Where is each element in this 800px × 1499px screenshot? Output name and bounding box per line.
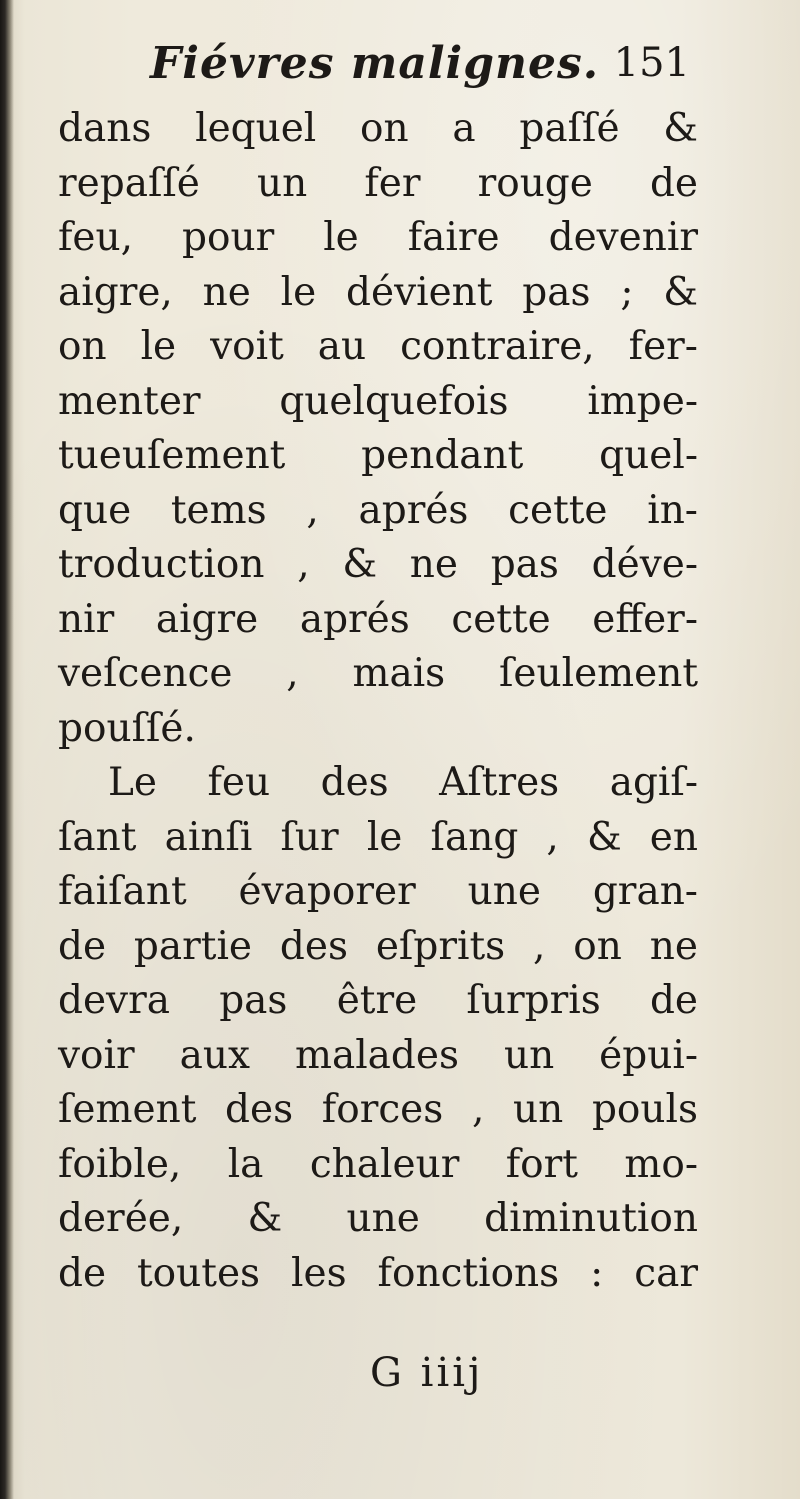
running-title: Fiévres malignes. (150, 38, 600, 89)
text-line: veſcence , mais ſeulement (58, 651, 698, 696)
text-line: on le voit au contraire, fer- (58, 324, 698, 369)
text-line: ſement des forces , un pouls (58, 1087, 698, 1132)
page-header (150, 38, 690, 102)
text-line: devra pas être ſurpris de (58, 978, 698, 1023)
text-line: tueuſement pendant quel- (58, 433, 698, 478)
text-line: de partie des eſprits , on ne (58, 923, 698, 969)
text-line: aigre, ne le dévient pas ; & (58, 269, 698, 315)
text-line: Le feu des Aſtres agiſ- (108, 760, 698, 805)
text-line: troduction , & ne pas déve- (58, 542, 698, 587)
text-line: derée, & une diminution (58, 1196, 698, 1241)
text-line: feu, pour le faire devenir (58, 215, 698, 260)
text-line: de toutes les fonctions : car (58, 1250, 698, 1296)
text-line: faiſant évaporer une gran- (58, 869, 698, 914)
text-line: menter quelquefois impe- (58, 378, 698, 424)
text-line: que tems , aprés cette in- (58, 487, 698, 533)
text-line: repaſſé un fer rouge de (58, 160, 698, 206)
page-number: 151 (613, 40, 690, 86)
text-line: voir aux malades un épui- (58, 1032, 698, 1078)
body-text (58, 102, 698, 1301)
text-line: foible, la chaleur fort mo- (58, 1141, 698, 1187)
text-line: ſant ainſi ſur le ſang , & en (58, 814, 698, 860)
text-line: nir aigre aprés cette effer- (58, 596, 698, 642)
text-line: pouſſé. (58, 705, 196, 751)
binding-gutter (0, 0, 14, 1499)
signature-mark: G iiij (370, 1350, 484, 1396)
text-line: dans lequel on a paſſé & (58, 106, 698, 151)
